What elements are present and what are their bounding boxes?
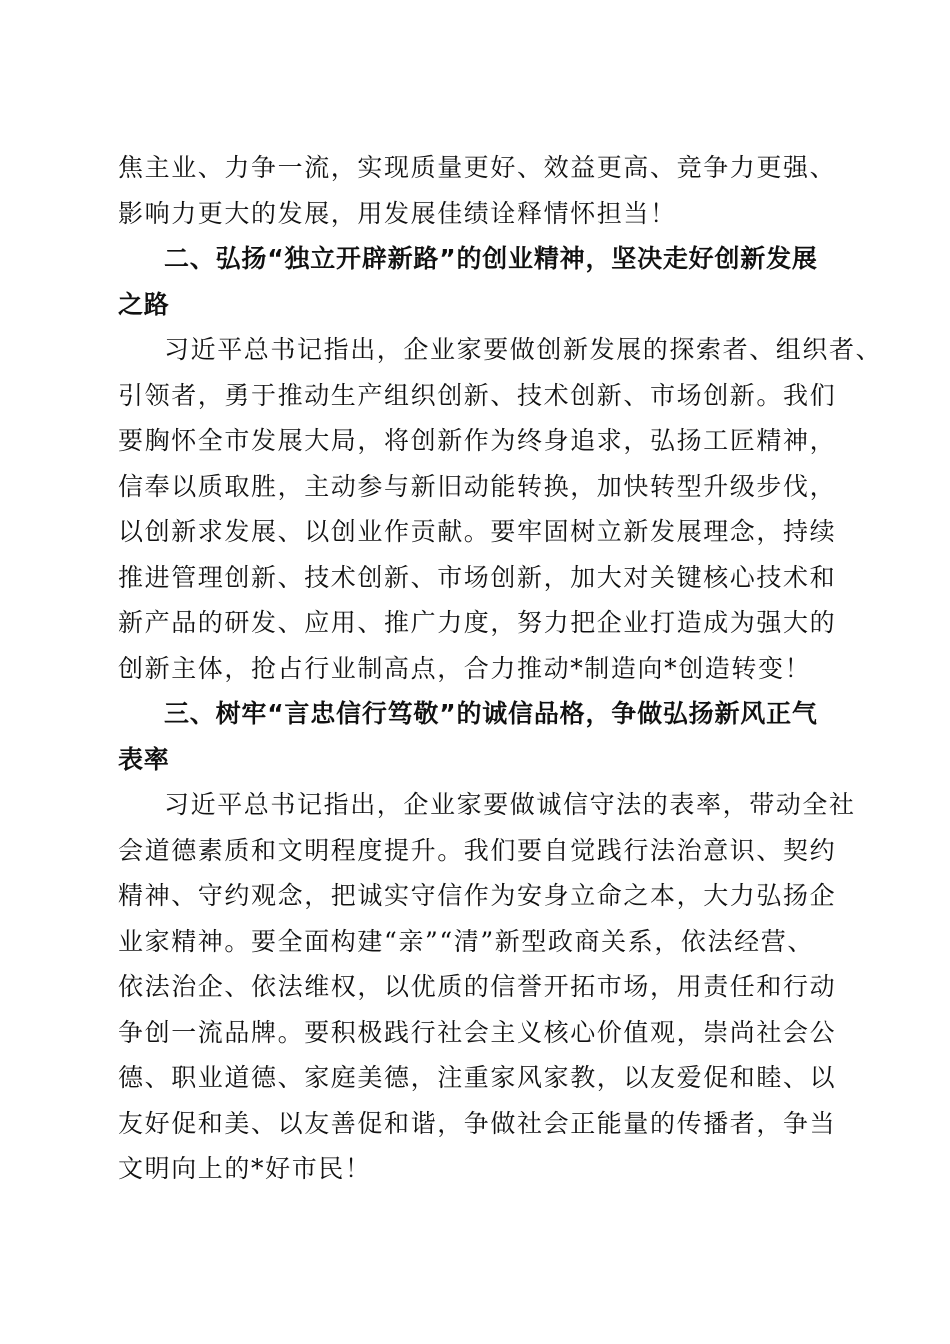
text-line: 要胸怀全市发展大局，将创新作为终身追求，弘扬工匠精神， (118, 426, 837, 455)
document-page (118, 145, 883, 1192)
text-line: 焦主业、力争一流，实现质量更好、效益更高、竞争力更强、 (118, 153, 837, 182)
section-3-heading: 三、树牢“言忠信行笃敬”的诚信品格，争做弘扬新风正气 (164, 699, 818, 728)
text-line: 友好促和美、以友善促和谐，争做社会正能量的传播者，争当 (118, 1108, 837, 1138)
intro-paragraph (118, 145, 836, 236)
text-line: 影响力更大的发展，用发展佳绩诠释情怀担当！ (118, 198, 677, 228)
section-2-heading-cont: 之路 (118, 289, 170, 319)
text-line: 以创新求发展、以创业作贡献。要牢固树立新发展理念，持续 (118, 517, 837, 546)
text-line: 推进管理创新、技术创新、市场创新，加大对关键核心技术和 (118, 562, 837, 592)
text-line: 会道德素质和文明程度提升。我们要自觉践行法治意识、契约 (118, 835, 837, 865)
text-line: 新产品的研发、应用、推广力度，努力把企业打造成为强大的 (118, 608, 837, 637)
text-line: 习近平总书记指出，企业家要做诚信守法的表率，带动全社 (164, 790, 856, 819)
text-line: 信奉以质取胜，主动参与新旧动能转换，加快转型升级步伐， (118, 471, 837, 501)
text-line: 精神、守约观念，把诚实守信作为安身立命之本，大力弘扬企 (118, 881, 837, 910)
section-2-heading: 二、弘扬“独立开辟新路”的创业精神，坚决走好创新发展 (164, 244, 818, 273)
section-3-heading-cont: 表率 (118, 744, 170, 774)
text-line: 业家精神。要全面构建“亲”“清”新型政商关系，依法经营、 (118, 926, 814, 956)
text-line: 争创一流品牌。要积极践行社会主义核心价值观，崇尚社会公 (118, 1017, 837, 1047)
text-line: 德、职业道德、家庭美德，注重家风家教，以友爱促和睦、以 (118, 1063, 837, 1092)
text-line: 文明向上的*好市民！ (118, 1154, 372, 1183)
text-line: 创新主体，抢占行业制高点，合力推动*制造向*创造转变！ (118, 653, 812, 683)
text-line: 依法治企、依法维权，以优质的信誉开拓市场，用责任和行动 (118, 972, 837, 1001)
section-3 (118, 691, 856, 1192)
text-line: 习近平总书记指出，企业家要做创新发展的探索者、组织者、 (164, 335, 883, 364)
text-line: 引领者，勇于推动生产组织创新、技术创新、市场创新。我们 (118, 380, 837, 410)
section-2 (118, 236, 883, 691)
